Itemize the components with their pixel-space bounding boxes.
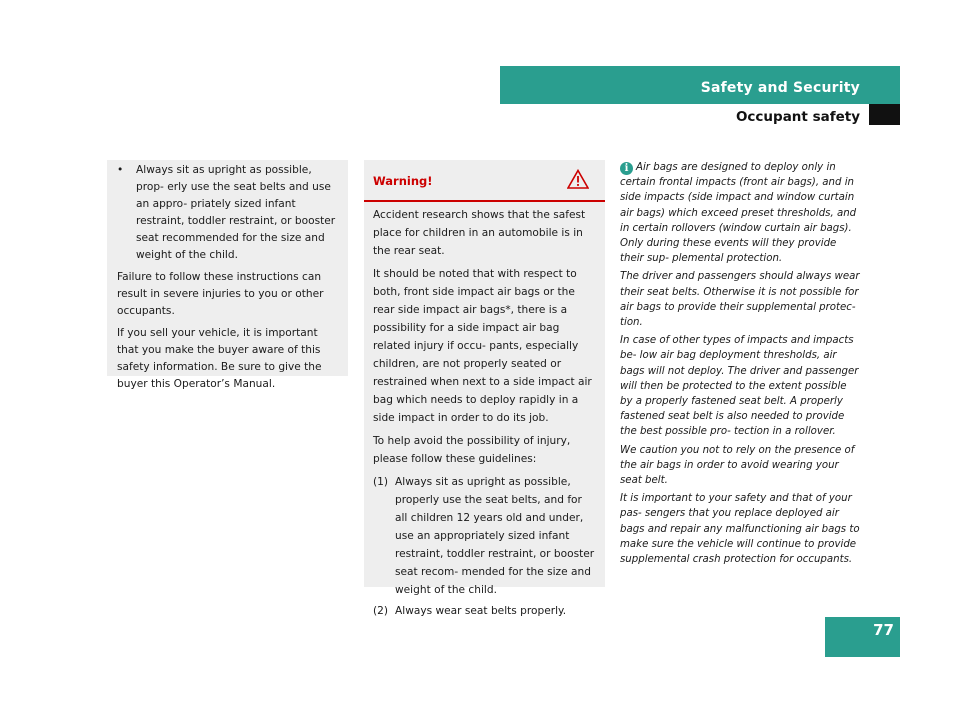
info-note bbox=[620, 160, 862, 570]
warning-title: Warning! bbox=[373, 174, 433, 188]
section-title: Safety and Security bbox=[700, 80, 860, 96]
paragraph: We caution you not to rely on the presence of the air bags in order to avoid wearing your seat belt. bbox=[620, 444, 855, 487]
header-marker bbox=[869, 104, 900, 125]
paragraph: The driver and passengers should always wear their seat belts. Otherwise it is not possible for air bags to provide their supplemental protec- tion. bbox=[620, 271, 860, 329]
list-item bbox=[373, 602, 597, 620]
warning-box bbox=[364, 160, 605, 617]
info-icon: i bbox=[620, 162, 633, 175]
subsection-title: Occupant safety bbox=[735, 109, 860, 125]
list-text: Always wear seat belts properly. bbox=[395, 605, 567, 617]
bullet-icon: • bbox=[117, 164, 124, 176]
page-number: 77 bbox=[873, 621, 894, 639]
list-number: (1) bbox=[373, 476, 389, 488]
paragraph: Accident research shows that the safest place for children in an automobile is in the rear seat. bbox=[373, 209, 586, 257]
list-number: (2) bbox=[373, 605, 389, 617]
warning-triangle-icon bbox=[567, 169, 589, 189]
paragraph: To help avoid the possibility of injury, please follow these guidelines: bbox=[373, 435, 571, 465]
bullet-item bbox=[117, 162, 340, 264]
warning-header bbox=[364, 160, 605, 202]
paragraph: If you sell your vehicle, it is important that you make the buyer aware of this safety information. Be sure to give the buyer this Operator’s Manual. bbox=[117, 327, 322, 390]
paragraph: It is important to your safety and that of your pas- sengers that you replace deployed air bags and repair any malfunctioning air bags to make sure the vehicle will continue to provide supplemental crash protection for occupants. bbox=[620, 493, 860, 566]
list-item bbox=[373, 473, 597, 599]
list-text: Always sit as upright as possible, properly use the seat belts, and for all children 12 years old and under, use an appropriately sized infant restraint, toddler restraint, or booster seat recom- mended for the size and weight of the child. bbox=[395, 476, 595, 596]
paragraph: Air bags are designed to deploy only in certain frontal impacts (front air bags), and in side impacts (side impact and window curtain air bags) which exceed preset thresholds, and in certain rollovers (window curtain air bags). Only during these events will they provide their sup- plemental protection. bbox=[620, 162, 857, 265]
paragraph: Failure to follow these instructions can result in severe injuries to you or other occupants. bbox=[117, 271, 324, 317]
paragraph: In case of other types of impacts and impacts be- low air bag deployment thresholds, air bags will not deploy. The driver and passenger will then be protected to the extent possible by a properly fastened seat belt. A properly fastened seat belt is also needed to provide the best possible pro- tection in a rollover. bbox=[620, 335, 859, 438]
bullet-text: Always sit as upright as possible, prop- erly use the seat belts and use an appro- priately sized infant restraint, toddler restraint, or booster seat recommended for the size and weight of the child. bbox=[136, 164, 336, 261]
paragraph: It should be noted that with respect to both, front side impact air bags or the rear side impact air bags*, there is a possibility for a side impact air bag related injury if occu- pants, especially children, are not properly seated or restrained when next to a side impact air bag which needs to deploy rapidly in a side impact in order to do its job. bbox=[373, 268, 592, 424]
left-panel bbox=[107, 160, 348, 390]
